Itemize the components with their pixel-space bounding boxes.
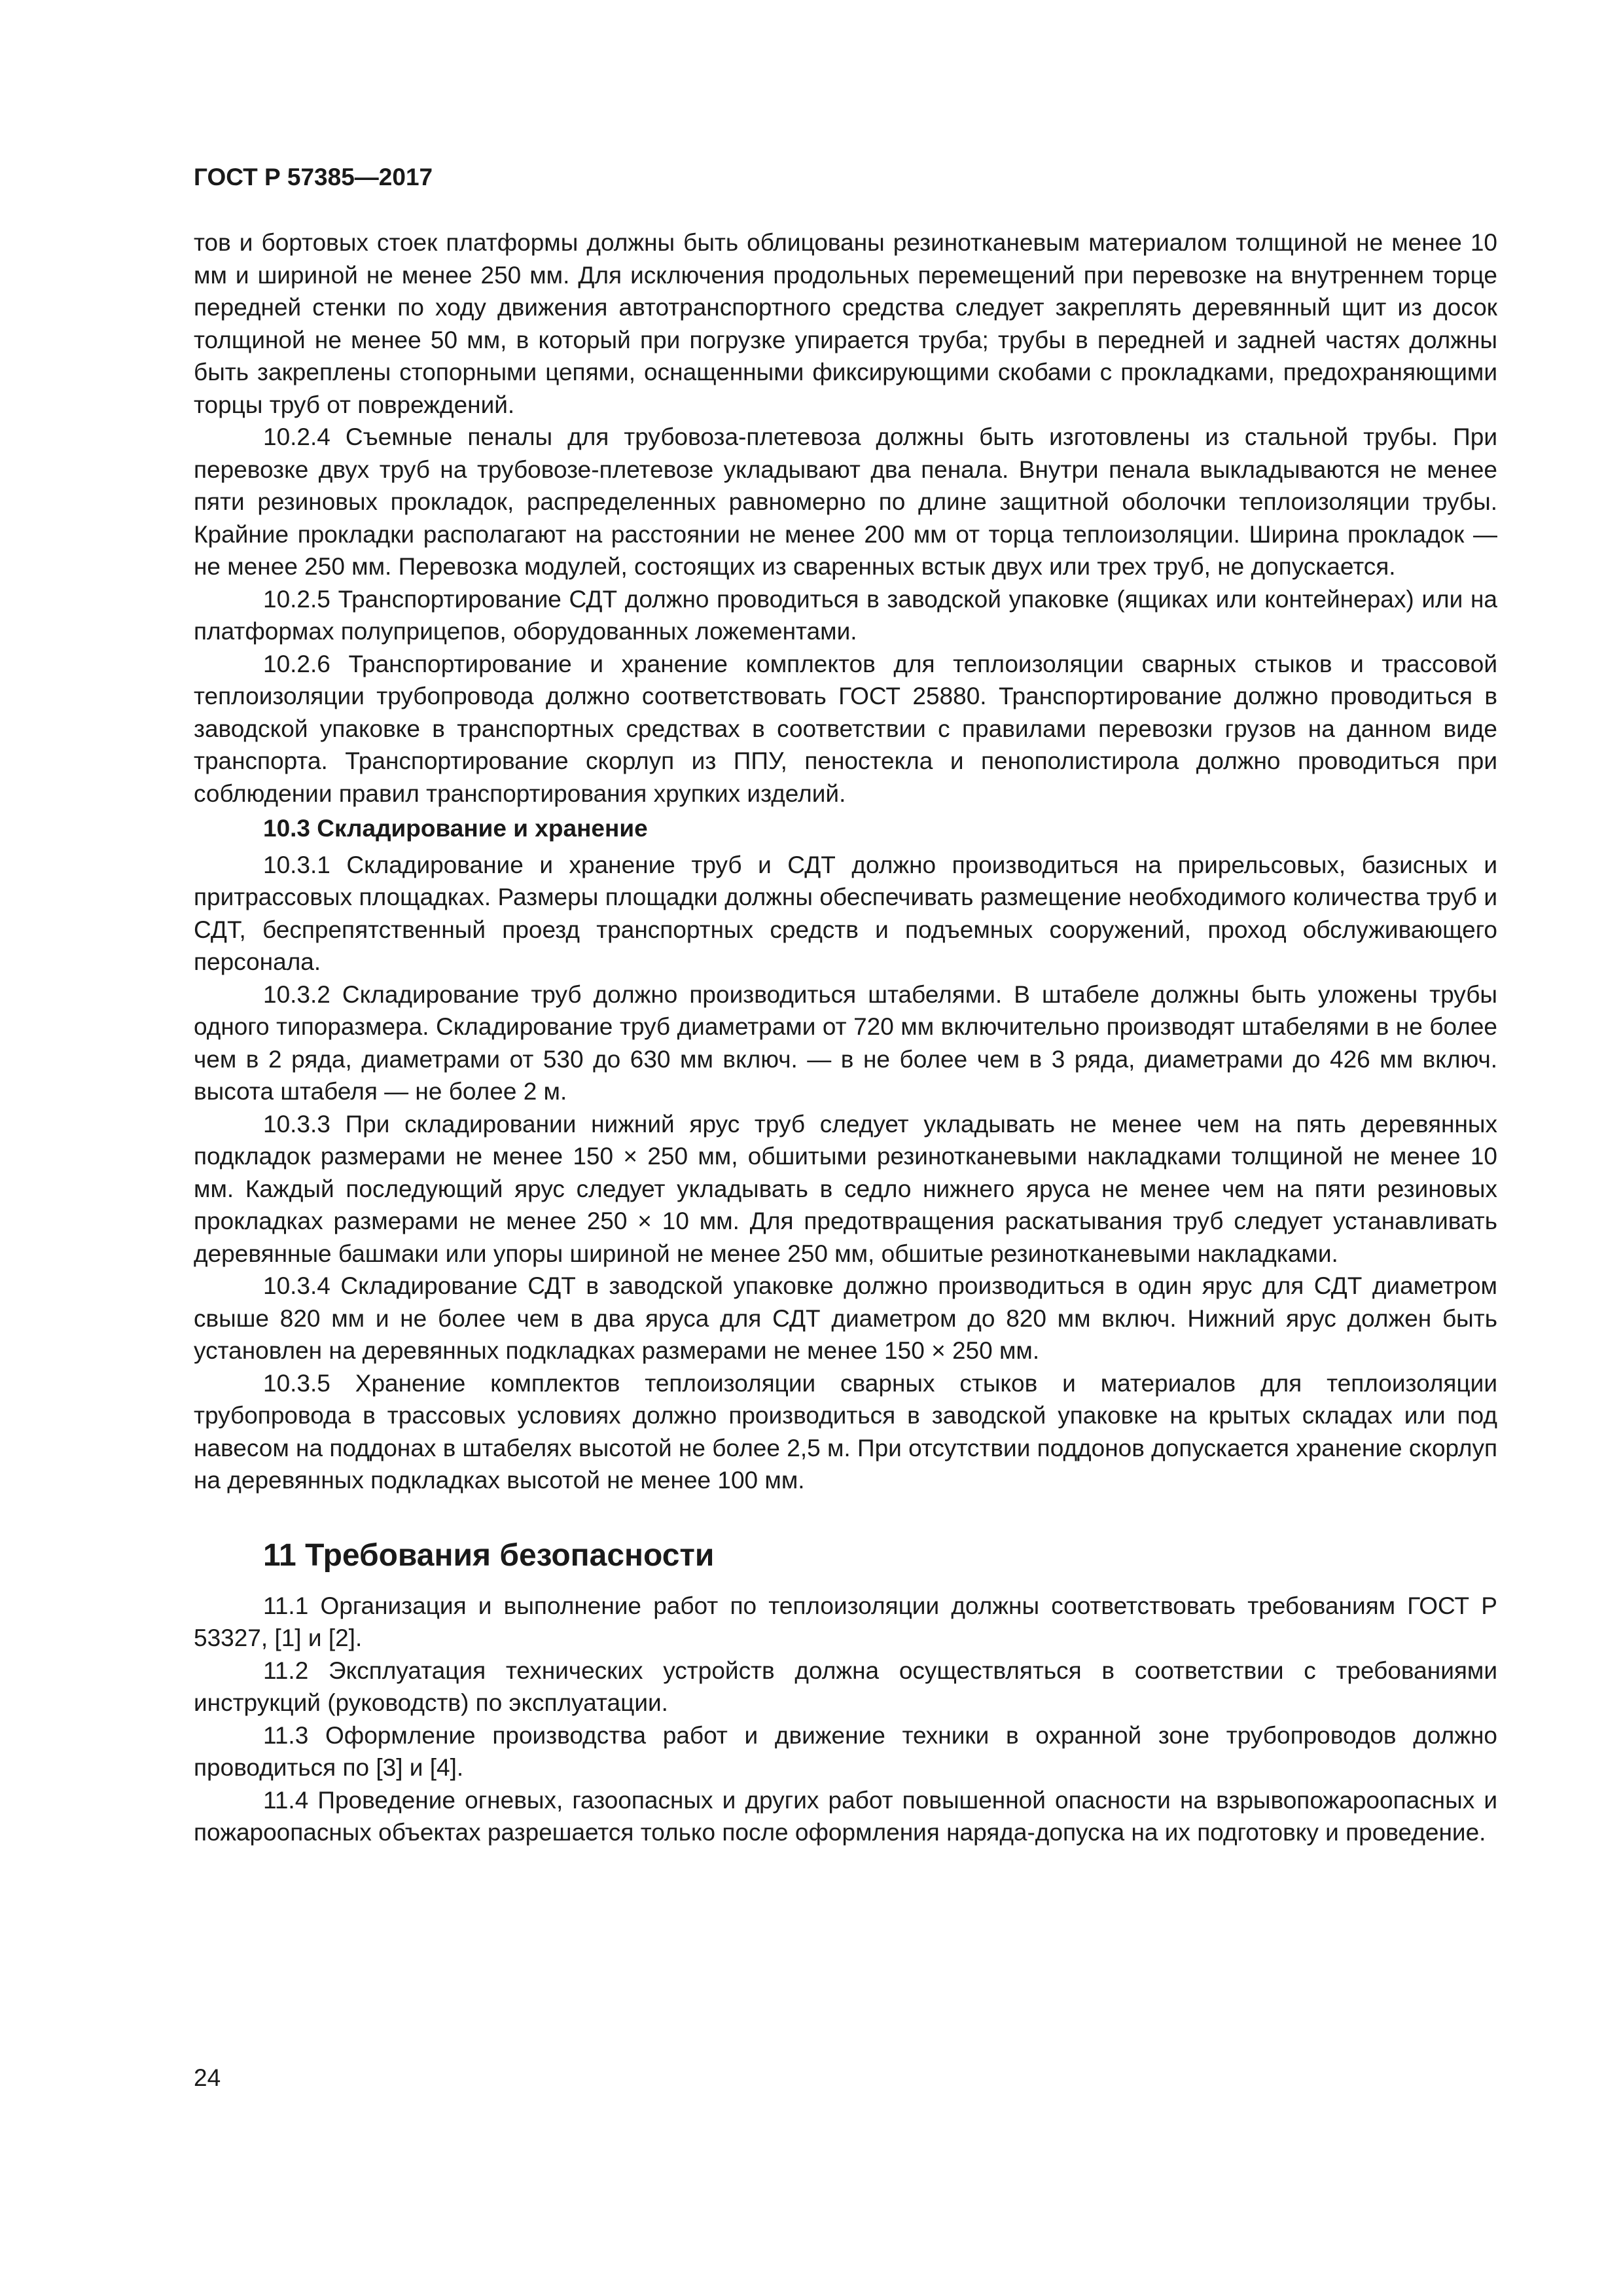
subsection-heading-10-3: 10.3 Складирование и хранение [263,815,648,842]
paragraph-10-2-5: 10.2.5 Транспортирование СДТ должно проводиться в заводской упаковке (ящиках или контейнерах) или на платформах полуприцепов, оборудованных ложементами. [194,585,1497,645]
paragraph-10-3-3: 10.3.3 При складировании нижний ярус труб следует укладывать не менее чем на пять деревянных подкладок размерами не менее 150 × 250 мм, обшитыми резинотканевыми накладками толщиной не менее 10 мм. Каждый последующий ярус следует укладывать в седло нижнего яруса не менее чем на пяти резиновых прокладках размерами не менее 250 × 10 мм. Для предотвращения раскатывания труб следует устанавливать деревянные башмаки или упоры шириной не менее 250 мм, обшитые резинотканевыми накладками. [194,1110,1497,1267]
document-body [194,226,1497,1849]
document-header: ГОСТ Р 57385—2017 [194,164,433,190]
paragraph-10-3-4: 10.3.4 Складирование СДТ в заводской упаковке должно производиться в один ярус для СДТ диаметром свыше 820 мм и не более чем в два яруса для СДТ диаметром до 820 мм включ. Нижний ярус должен быть установлен на деревянных подкладках размерами не менее 150 × 250 мм. [194,1272,1497,1364]
paragraph-10-3-5: 10.3.5 Хранение комплектов теплоизоляции сварных стыков и материалов для теплоизоляции трубопровода в трассовых условиях должно производиться в заводской упаковке на крытых складах или под навесом на поддонах в штабелях высотой не более 2,5 м. При отсутствии поддонов допускается хранение скорлуп на деревянных подкладках высотой не менее 100 мм. [194,1369,1497,1494]
paragraph-continuation: тов и бортовых стоек платформы должны быть облицованы резинотканевым материалом толщиной не менее 10 мм и шириной не менее 250 мм. Для исключения продольных перемещений при перевозке на внутреннем торце передней стенки по ходу движения автотранспортного средства следует закреплять деревянный щит из досок толщиной не менее 50 мм, в который при погрузке упирается труба; трубы в передней и задней частях должны быть закреплены стопорными цепями, оснащенными фиксирующими скобами с прокладками, предохраняющими торцы труб от повреждений. [194,229,1497,418]
paragraph-11-4: 11.4 Проведение огневых, газоопасных и других работ повышенной опасности на взрывопожароопасных и пожароопасных объектах разрешается только после оформления наряда-допуска на их подготовку и проведение. [194,1786,1497,1846]
paragraph-10-3-2: 10.3.2 Складирование труб должно производиться штабелями. В штабеле должны быть уложены трубы одного типоразмера. Складирование труб диаметрами от 720 мм включительно производят штабелями в не более чем в 2 ряда, диаметрами от 530 до 630 мм включ. — в не более чем в 3 ряда, диаметрами до 426 мм включ. высота штабеля — не более 2 м. [194,980,1497,1105]
paragraph-10-2-6: 10.2.6 Транспортирование и хранение комплектов для теплоизоляции сварных стыков и трассовой теплоизоляции трубопровода должно соответствовать ГОСТ 25880. Транспортирование должно проводиться в заводской упаковке в транспортных средствах в соответствии с правилами перевозки грузов на данном виде транспорта. Транспортирование скорлуп из ППУ, пеностекла и пенополистирола должно проводиться при соблюдении правил транспортирования хрупких изделий. [194,650,1497,807]
paragraph-10-2-4: 10.2.4 Съемные пеналы для трубовоза-плетевоза должны быть изготовлены из стальной трубы. При перевозке двух труб на трубовозе-плетевозе укладывают два пенала. Внутри пенала выкладываются не менее пяти резиновых прокладок, распределенных равномерно по длине защитной оболочки теплоизоляции трубы. Крайние прокладки располагают на расстоянии не менее 200 мм от торца теплоизоляции. Ширина прокладок — не менее 250 мм. Перевозка модулей, состоящих из сваренных встык двух или трех труб, не допускается. [194,423,1497,580]
section-heading-11: 11 Требования безопасности [263,1537,715,1573]
paragraph-11-3: 11.3 Оформление производства работ и движение техники в охранной зоне трубопроводов должно проводиться по [3] и [4]. [194,1721,1497,1781]
page-number: 24 [194,2064,221,2091]
paragraph-11-2: 11.2 Эксплуатация технических устройств должна осуществляться в соответствии с требованиями инструкций (руководств) по эксплуатации. [194,1657,1497,1716]
paragraph-10-3-1: 10.3.1 Складирование и хранение труб и СДТ должно производиться на прирельсовых, базисных и притрассовых площадках. Размеры площадки должны обеспечивать размещение необходимого количества труб и СДТ, беспрепятственный проезд транспортных средств и подъемных сооружений, проход обслуживающего персонала. [194,851,1497,975]
paragraph-11-1: 11.1 Организация и выполнение работ по теплоизоляции должны соответствовать требованиям ГОСТ Р 53327, [1] и [2]. [194,1592,1497,1651]
